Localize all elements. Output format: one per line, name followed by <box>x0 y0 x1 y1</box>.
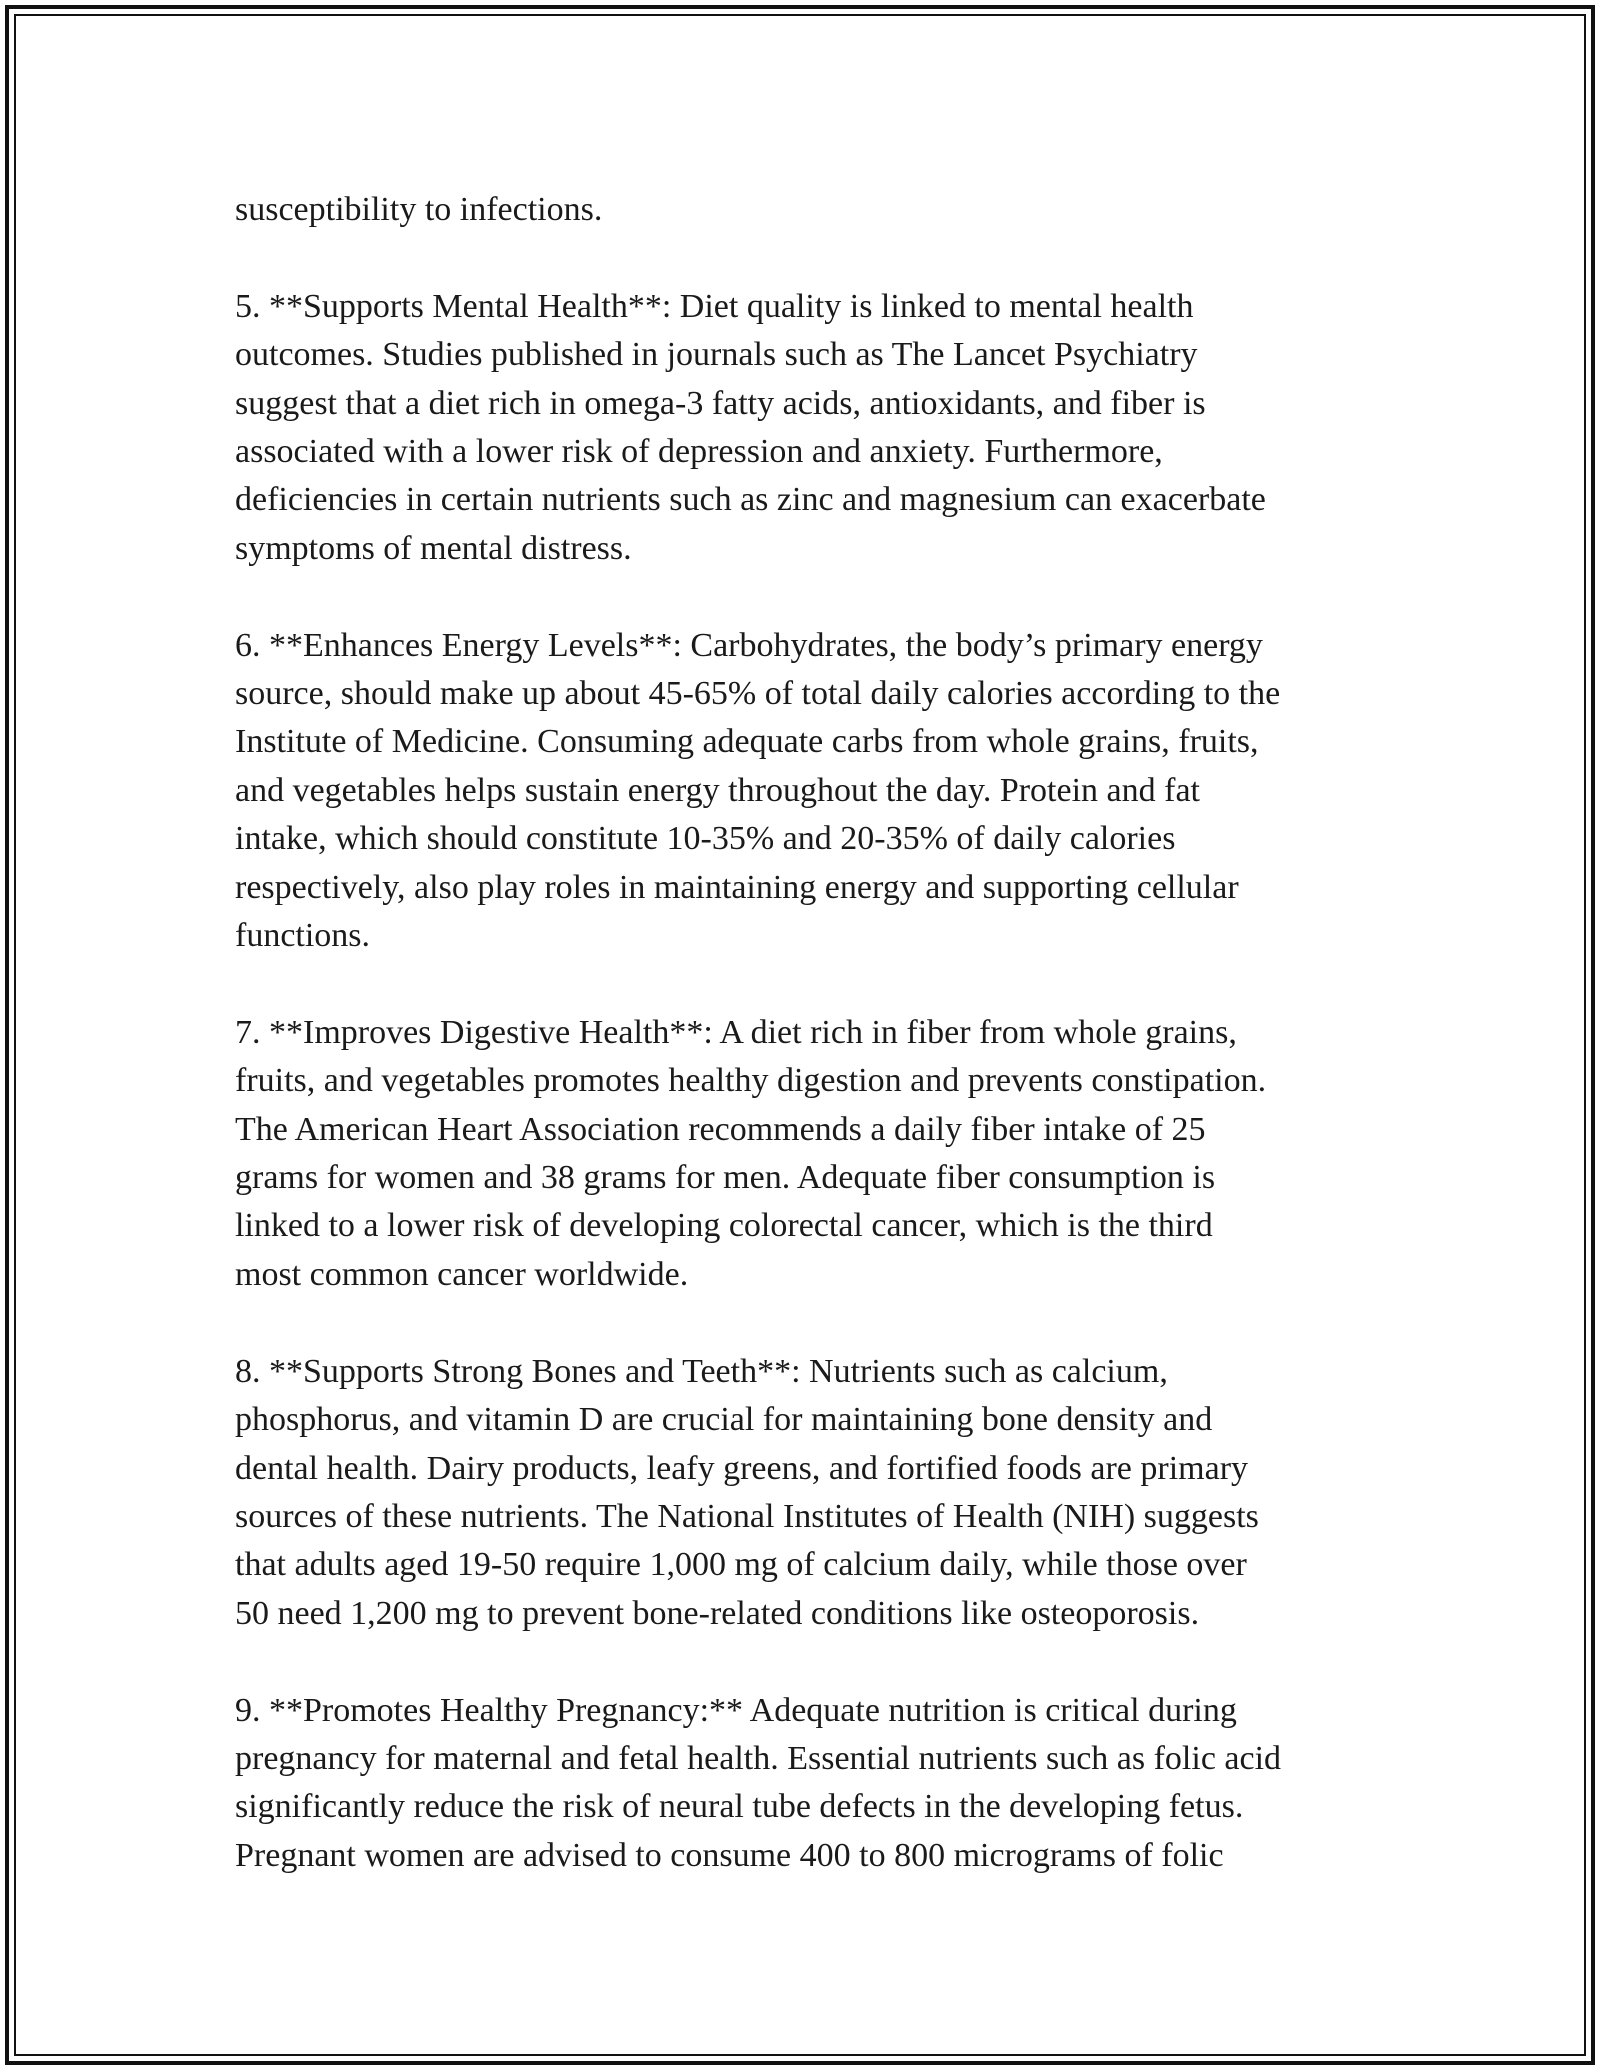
paragraph-mental-health: 5. **Supports Mental Health**: Diet quality is linked to mental health outcomes. Studies published in journals such as The Lancet Psychiatry suggest that a diet rich in omega-3 fatty acids, antioxidants, and fiber is associated with a lower risk of depression and anxiety. Furthermore, deficiencies in certain nutrients such as zinc and magnesium can exacerbate symptoms of mental distress. <box>235 287 1266 567</box>
paragraph-bones-teeth: 8. **Supports Strong Bones and Teeth**: Nutrients such as calcium, phosphorus, and vitamin D are crucial for maintaining bone density and dental health. Dairy products, leafy greens, and fortified foods are primary sources of these nutrients. The National Institutes of Health (NIH) suggests that adults aged 19-50 require 1,000 mg of calcium daily, while those over 50 need 1,200 mg to prevent bone-related conditions like osteoporosis. <box>235 1352 1259 1632</box>
paragraph-pregnancy: 9. **Promotes Healthy Pregnancy:** Adequate nutrition is critical during pregnancy for maternal and fetal health. Essential nutrients such as folic acid significantly reduce the risk of neural tube defects in the developing fetus. Pregnant women are advised to consume 400 to 800 micrograms of folic <box>235 1691 1282 1874</box>
document-body <box>235 186 1375 1929</box>
paragraph-energy-levels: 6. **Enhances Energy Levels**: Carbohydrates, the body’s primary energy source, should make up about 45-65% of total daily calories according to the Institute of Medicine. Consuming adequate carbs from whole grains, fruits, and vegetables helps sustain energy throughout the day. Protein and fat intake, which should constitute 10-35% and 20-35% of daily calories respectively, also play roles in maintaining energy and supporting cellular functions. <box>235 626 1281 955</box>
paragraph-continuation: susceptibility to infections. <box>235 191 603 228</box>
paragraph-digestive-health: 7. **Improves Digestive Health**: A diet rich in fiber from whole grains, fruits, and vegetables promotes healthy digestion and prevents constipation. The American Heart Association recommends a daily fiber intake of 25 grams for women and 38 grams for men. Adequate fiber consumption is linked to a lower risk of developing colorectal cancer, which is the third most common cancer worldwide. <box>235 1013 1267 1293</box>
